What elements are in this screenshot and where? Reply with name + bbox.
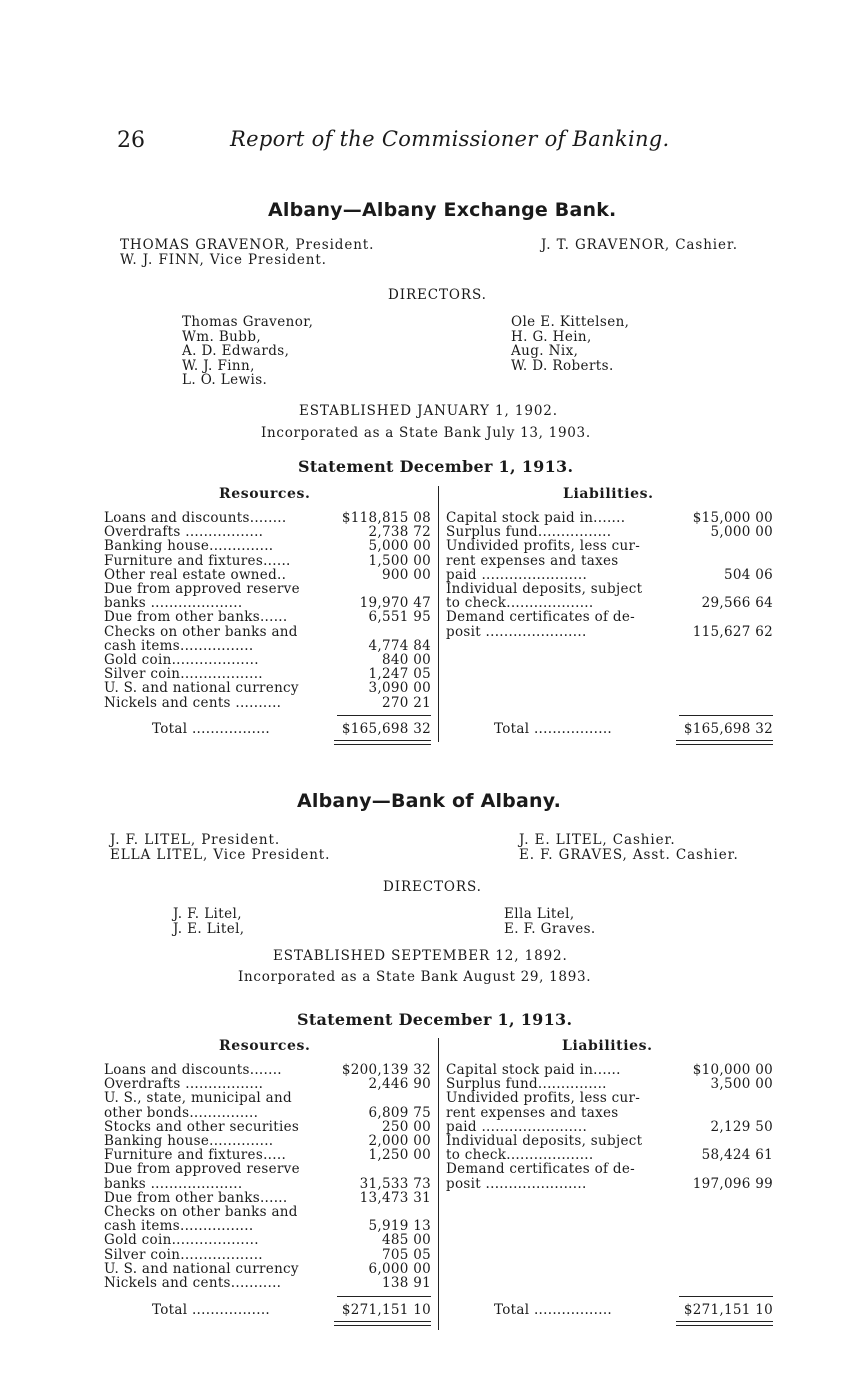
ledger-amount: 250 00 bbox=[381, 1118, 431, 1135]
ledger-label: cash items................ bbox=[104, 637, 254, 654]
bank1-established: ESTABLISHED JANUARY 1, 1902. bbox=[299, 403, 558, 419]
director: W. J. Finn, bbox=[182, 357, 255, 374]
ledger-label: Checks on other banks and bbox=[104, 1204, 298, 1220]
total-amount: $165,698 32 bbox=[683, 721, 773, 737]
column-divider bbox=[438, 486, 439, 742]
officer: ELLA LITEL, Vice President. bbox=[110, 847, 331, 863]
director: Thomas Gravenor, bbox=[182, 314, 314, 330]
director: Wm. Bubb, bbox=[182, 328, 262, 345]
bank1-incorporated: Incorporated as a State Bank July 13, 1903. bbox=[261, 425, 591, 441]
director: W. D. Roberts. bbox=[511, 357, 614, 374]
ledger-label: Silver coin.................. bbox=[104, 666, 263, 683]
director: Aug. Nix, bbox=[511, 343, 579, 360]
bank2-established: ESTABLISHED SEPTEMBER 12, 1892. bbox=[273, 948, 568, 964]
ledger-amount: 197,096 99 bbox=[692, 1175, 773, 1192]
bank1-directors-heading: DIRECTORS. bbox=[388, 287, 487, 303]
total-amount: $271,151 10 bbox=[341, 1302, 431, 1318]
ledger-label: Gold coin................... bbox=[104, 1232, 259, 1249]
ledger-label: Capital stock paid in....... bbox=[446, 510, 626, 526]
ledger-label: Furniture and fixtures...... bbox=[104, 552, 291, 569]
ledger-amount: 2,446 90 bbox=[368, 1076, 431, 1093]
ledger-label: to check................... bbox=[446, 595, 594, 612]
sum-rule bbox=[679, 1296, 773, 1297]
total-amount: $165,698 32 bbox=[341, 721, 431, 737]
bank1-liabilities-heading: Liabilities. bbox=[563, 486, 654, 502]
ledger-label: Overdrafts ................. bbox=[104, 1076, 264, 1093]
ledger-amount: $10,000 00 bbox=[692, 1062, 773, 1078]
ledger-label: U. S. and national currency bbox=[104, 680, 299, 697]
total-amount: $271,151 10 bbox=[683, 1302, 773, 1318]
bank2-incorporated: Incorporated as a State Bank August 29, 1893. bbox=[238, 969, 592, 985]
double-rule bbox=[676, 1321, 773, 1326]
ledger-amount: 504 06 bbox=[723, 566, 773, 583]
bank2-directors-right bbox=[504, 907, 596, 936]
ledger-label: U. S. and national currency bbox=[104, 1260, 299, 1277]
ledger-label: Gold coin................... bbox=[104, 652, 259, 668]
ledger-label: Undivided profits, less cur- bbox=[446, 538, 641, 555]
ledger-label: Surplus fund................ bbox=[446, 524, 612, 541]
ledger-amount: 138 91 bbox=[381, 1275, 431, 1291]
ledger-label: Silver coin.................. bbox=[104, 1246, 263, 1263]
ledger-label: paid ....................... bbox=[446, 566, 588, 583]
ledger-amount: $15,000 00 bbox=[692, 510, 773, 526]
ledger-label: paid ....................... bbox=[446, 1118, 588, 1135]
ledger-amount: $118,815 08 bbox=[341, 510, 431, 526]
director: A. D. Edwards, bbox=[182, 343, 290, 360]
ledger-label: to check................... bbox=[446, 1147, 594, 1164]
ledger-label: Banking house.............. bbox=[104, 538, 274, 555]
director: J. E. Litel, bbox=[173, 920, 245, 937]
ledger-amount: 3,090 00 bbox=[368, 680, 431, 697]
officer: J. E. LITEL, Cashier. bbox=[519, 832, 676, 848]
ledger-label: Undivided profits, less cur- bbox=[446, 1090, 641, 1107]
ledger-label: Individual deposits, subject bbox=[446, 1133, 643, 1149]
double-rule bbox=[334, 1321, 431, 1326]
ledger-label: rent expenses and taxes bbox=[446, 552, 619, 569]
bank1-title: Albany—Albany Exchange Bank. bbox=[268, 199, 617, 221]
ledger-label: Individual deposits, subject bbox=[446, 581, 643, 597]
ledger-amount: 840 00 bbox=[381, 652, 431, 668]
ledger-label: Checks on other banks and bbox=[104, 623, 298, 640]
ledger-label: Due from approved reserve bbox=[104, 1161, 300, 1178]
ledger-amount: 2,000 00 bbox=[368, 1133, 431, 1149]
director: Ole E. Kittelsen, bbox=[511, 314, 630, 330]
ledger-amount: 5,000 00 bbox=[368, 538, 431, 555]
ledger-label: U. S., state, municipal and bbox=[104, 1090, 292, 1107]
bank2-officers-left bbox=[110, 833, 330, 863]
total-label: Total ................. bbox=[152, 1302, 271, 1318]
ledger-amount: 485 00 bbox=[381, 1232, 431, 1249]
ledger-amount: 900 00 bbox=[381, 566, 431, 583]
running-head: Report of the Commissioner of Banking. bbox=[230, 127, 670, 151]
ledger-amount: 6,809 75 bbox=[368, 1104, 431, 1121]
bank1-resources-heading: Resources. bbox=[219, 486, 311, 502]
ledger-amount: 115,627 62 bbox=[692, 623, 773, 640]
ledger-label: cash items................ bbox=[104, 1218, 254, 1235]
ledger-label: Banking house.............. bbox=[104, 1133, 274, 1149]
ledger-amount: 2,129 50 bbox=[710, 1118, 773, 1135]
ledger-amount: 5,000 00 bbox=[710, 524, 773, 541]
ledger-amount: 270 21 bbox=[381, 694, 431, 711]
ledger-label: Due from other banks...... bbox=[104, 1189, 288, 1206]
ledger-label: Loans and discounts....... bbox=[104, 1062, 282, 1078]
ledger-label: Nickels and cents........... bbox=[104, 1275, 282, 1291]
director: Ella Litel, bbox=[504, 906, 575, 922]
bank1-statement-heading: Statement December 1, 1913. bbox=[298, 457, 574, 476]
ledger-label: Furniture and fixtures..... bbox=[104, 1147, 287, 1164]
ledger-amount: 705 05 bbox=[381, 1246, 431, 1263]
director: J. F. Litel, bbox=[173, 906, 242, 922]
ledger-label: posit ...................... bbox=[446, 623, 587, 640]
ledger-label: other bonds............... bbox=[104, 1104, 259, 1121]
ledger-amount: 2,738 72 bbox=[368, 524, 431, 541]
ledger-label: Capital stock paid in...... bbox=[446, 1062, 621, 1078]
ledger-label: rent expenses and taxes bbox=[446, 1104, 619, 1121]
bank1-officers-left bbox=[120, 238, 374, 268]
ledger-amount: 31,533 73 bbox=[359, 1175, 431, 1192]
ledger-label: Due from approved reserve bbox=[104, 581, 300, 597]
bank2-directors-heading: DIRECTORS. bbox=[383, 879, 482, 895]
ledger-amount: 3,500 00 bbox=[710, 1076, 773, 1093]
ledger-label: Due from other banks...... bbox=[104, 609, 288, 626]
ledger-amount: 29,566 64 bbox=[701, 595, 773, 612]
page-number: 26 bbox=[117, 128, 145, 153]
double-rule bbox=[334, 740, 431, 745]
director: E. F. Graves. bbox=[504, 920, 596, 937]
ledger-label: posit ...................... bbox=[446, 1175, 587, 1192]
ledger-label: Nickels and cents .......... bbox=[104, 694, 282, 711]
ledger-amount: 1,247 05 bbox=[368, 666, 431, 683]
bank2-resources-heading: Resources. bbox=[219, 1038, 311, 1054]
ledger-amount: 6,551 95 bbox=[368, 609, 431, 626]
bank1-directors-left bbox=[182, 315, 313, 388]
ledger-amount: 58,424 61 bbox=[701, 1147, 773, 1164]
director: H. G. Hein, bbox=[511, 328, 592, 345]
ledger-label: Other real estate owned.. bbox=[104, 566, 287, 583]
ledger-amount: 4,774 84 bbox=[368, 637, 431, 654]
ledger-amount: 6,000 00 bbox=[368, 1260, 431, 1277]
ledger-label: Overdrafts ................. bbox=[104, 524, 264, 541]
officer: J. T. GRAVENOR, Cashier. bbox=[541, 237, 738, 253]
bank2-directors-left bbox=[173, 907, 245, 936]
double-rule bbox=[676, 740, 773, 745]
officer: J. F. LITEL, President. bbox=[110, 832, 281, 848]
ledger-amount: 1,250 00 bbox=[368, 1147, 431, 1164]
officer: THOMAS GRAVENOR, President. bbox=[120, 237, 375, 253]
total-label: Total ................. bbox=[494, 721, 613, 737]
ledger-amount: $200,139 32 bbox=[341, 1062, 431, 1078]
bank1-directors-right bbox=[511, 315, 629, 373]
ledger-label: banks .................... bbox=[104, 1175, 243, 1192]
bank1-officers-right bbox=[541, 238, 738, 253]
bank2-title: Albany—Bank of Albany. bbox=[297, 790, 561, 812]
ledger-label: Surplus fund............... bbox=[446, 1076, 607, 1093]
sum-rule bbox=[679, 715, 773, 716]
ledger-amount: 19,970 47 bbox=[359, 595, 431, 612]
column-divider bbox=[438, 1038, 439, 1330]
ledger-label: Demand certificates of de- bbox=[446, 609, 636, 626]
bank2-officers-right bbox=[519, 833, 739, 863]
ledger-amount: 5,919 13 bbox=[368, 1218, 431, 1235]
ledger-amount: 13,473 31 bbox=[359, 1189, 431, 1206]
sum-rule bbox=[337, 1296, 431, 1297]
officer: W. J. FINN, Vice President. bbox=[120, 252, 327, 268]
total-label: Total ................. bbox=[152, 721, 271, 737]
ledger-label: Demand certificates of de- bbox=[446, 1161, 636, 1178]
ledger-label: banks .................... bbox=[104, 595, 243, 612]
total-label: Total ................. bbox=[494, 1302, 613, 1318]
bank2-liabilities-heading: Liabilities. bbox=[562, 1038, 653, 1054]
ledger-label: Stocks and other securities bbox=[104, 1118, 300, 1135]
ledger-amount: 1,500 00 bbox=[368, 552, 431, 569]
ledger-label: Loans and discounts........ bbox=[104, 510, 287, 526]
director: L. O. Lewis. bbox=[182, 372, 268, 389]
officer: E. F. GRAVES, Asst. Cashier. bbox=[519, 847, 739, 863]
sum-rule bbox=[337, 715, 431, 716]
bank2-statement-heading: Statement December 1, 1913. bbox=[297, 1010, 573, 1029]
